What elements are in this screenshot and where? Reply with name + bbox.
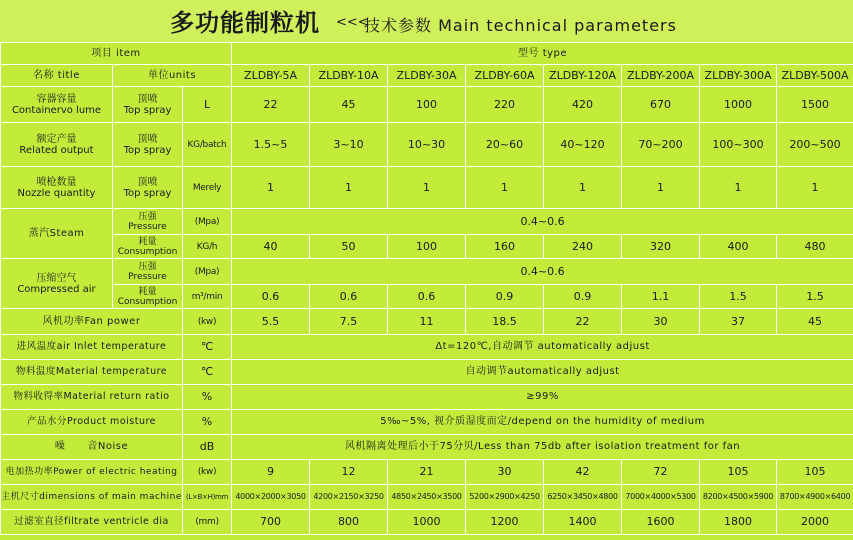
table-row — [1, 309, 853, 335]
cell-value: 1 — [310, 167, 388, 209]
cell-value: 1 — [622, 167, 700, 209]
cell-value: 0.4~0.6 — [232, 209, 853, 235]
cell-value: 670 — [622, 87, 700, 123]
table-row — [1, 460, 853, 485]
cell-value: 0.6 — [310, 285, 388, 309]
cell-value: 10~30 — [388, 123, 466, 167]
table-row — [1, 285, 853, 309]
cell-value: 42 — [544, 460, 622, 485]
cell-value: 1800 — [700, 510, 777, 535]
row-label: 蒸汽Steam — [1, 209, 113, 259]
cell-value: 480 — [777, 235, 853, 259]
model-header: ZLDBY-30A — [388, 65, 466, 87]
cell-value: 45 — [777, 309, 853, 335]
unit-col-header: 单位units — [113, 65, 232, 87]
cell-value: 1 — [232, 167, 310, 209]
page-subtitle: 技术参数 Main technical parameters — [364, 16, 677, 35]
cell-value: 50 — [310, 235, 388, 259]
cell-value: 12 — [310, 460, 388, 485]
cell-value: 40~120 — [544, 123, 622, 167]
cell-value: 1500 — [777, 87, 853, 123]
table-row — [1, 335, 853, 360]
cell-value: 200~500 — [777, 123, 853, 167]
cell-value: 21 — [388, 460, 466, 485]
cell-value: 37 — [700, 309, 777, 335]
cell-value: 0.9 — [466, 285, 544, 309]
cell-value: 8200×4500×5900 — [700, 485, 777, 510]
row-sublabel: 顶喷 Top spray — [113, 123, 183, 167]
row-sublabel: 耗量 Consumption — [113, 285, 183, 309]
cell-value: 22 — [544, 309, 622, 335]
row-label: 进风温度air Inlet temperature — [1, 335, 183, 360]
model-header: ZLDBY-5A — [232, 65, 310, 87]
cell-value: 自动调节automatically adjust — [232, 360, 853, 385]
row-unit: (Mpa) — [183, 209, 232, 235]
cell-value: 8700×4900×6400 — [777, 485, 853, 510]
row-unit: m³/min — [183, 285, 232, 309]
title-arrows: <<< — [336, 15, 369, 30]
table-row — [1, 167, 853, 209]
cell-value: 0.6 — [388, 285, 466, 309]
row-unit: dB — [183, 435, 232, 460]
row-unit: KG/batch — [183, 123, 232, 167]
row-unit: % — [183, 410, 232, 435]
cell-value: 1 — [466, 167, 544, 209]
cell-value: 1 — [544, 167, 622, 209]
row-label: 容器容量 Containervo lume — [1, 87, 113, 123]
cell-value: 1 — [777, 167, 853, 209]
model-header: ZLDBY-300A — [700, 65, 777, 87]
cell-value: 5‰~5%, 视介质湿度而定/depend on the humidity of medium — [232, 410, 853, 435]
cell-value: 1.5~5 — [232, 123, 310, 167]
cell-value: 30 — [622, 309, 700, 335]
cell-value: 72 — [622, 460, 700, 485]
row-label: 额定产量 Related output — [1, 123, 113, 167]
header — [0, 0, 853, 42]
row-label: 物料温度Material temperature — [1, 360, 183, 385]
cell-value: 1400 — [544, 510, 622, 535]
table-row — [1, 209, 853, 235]
cell-value: 320 — [622, 235, 700, 259]
row-unit: ℃ — [183, 360, 232, 385]
cell-value: 105 — [700, 460, 777, 485]
row-label: 噪 音Noise — [1, 435, 183, 460]
cell-value: 1200 — [466, 510, 544, 535]
row-unit: ℃ — [183, 335, 232, 360]
cell-value: 160 — [466, 235, 544, 259]
row-sublabel: 耗量 Consumption — [113, 235, 183, 259]
row-unit: (kw) — [183, 309, 232, 335]
cell-value: 20~60 — [466, 123, 544, 167]
row-label: 压缩空气 Compressed air — [1, 259, 113, 309]
cell-value: 100 — [388, 235, 466, 259]
row-unit: (Mpa) — [183, 259, 232, 285]
cell-value: 22 — [232, 87, 310, 123]
cell-value: 1.5 — [700, 285, 777, 309]
row-sublabel: 压强 Pressure — [113, 209, 183, 235]
cell-value: 420 — [544, 87, 622, 123]
cell-value: 2000 — [777, 510, 853, 535]
model-header: ZLDBY-200A — [622, 65, 700, 87]
row-label: 喷枪数量 Nozzle quantity — [1, 167, 113, 209]
row-label: 主机尺寸dimensions of main machine — [1, 485, 183, 510]
cell-value: 0.9 — [544, 285, 622, 309]
cell-value: 7000×4000×5300 — [622, 485, 700, 510]
header-row — [1, 43, 853, 65]
column-header-row — [1, 65, 853, 87]
page-title: 多功能制粒机 — [170, 9, 320, 37]
table-row — [1, 123, 853, 167]
model-header: ZLDBY-60A — [466, 65, 544, 87]
table-row — [1, 235, 853, 259]
cell-value: 1.5 — [777, 285, 853, 309]
table-row — [1, 510, 853, 535]
cell-value: 100~300 — [700, 123, 777, 167]
model-header: ZLDBY-120A — [544, 65, 622, 87]
cell-value: 45 — [310, 87, 388, 123]
cell-value: 240 — [544, 235, 622, 259]
table-row — [1, 485, 853, 510]
table-row — [1, 385, 853, 410]
cell-value: 0.6 — [232, 285, 310, 309]
row-sublabel: 压强 Pressure — [113, 259, 183, 285]
table-row — [1, 410, 853, 435]
item-header: 项目 item — [1, 43, 232, 65]
cell-value: 70~200 — [622, 123, 700, 167]
parameters-table — [0, 42, 853, 535]
cell-value: 400 — [700, 235, 777, 259]
row-unit: (L×B×H)mm — [183, 485, 232, 510]
row-sublabel: 顶喷 Top spray — [113, 167, 183, 209]
cell-value: 5.5 — [232, 309, 310, 335]
cell-value: ≥99% — [232, 385, 853, 410]
table-row — [1, 87, 853, 123]
cell-value: 3~10 — [310, 123, 388, 167]
row-unit: L — [183, 87, 232, 123]
cell-value: 700 — [232, 510, 310, 535]
cell-value: 9 — [232, 460, 310, 485]
cell-value: 1600 — [622, 510, 700, 535]
model-header: ZLDBY-500A — [777, 65, 853, 87]
cell-value: 5200×2900×4250 — [466, 485, 544, 510]
row-unit: KG/h — [183, 235, 232, 259]
name-col-header: 名称 title — [1, 65, 113, 87]
cell-value: 1.1 — [622, 285, 700, 309]
table-row — [1, 360, 853, 385]
cell-value: 风机隔离处理后小于75分贝/Less than 75db after isolation treatment for fan — [232, 435, 853, 460]
cell-value: 18.5 — [466, 309, 544, 335]
cell-value: 4200×2150×3250 — [310, 485, 388, 510]
table-row — [1, 259, 853, 285]
model-header: ZLDBY-10A — [310, 65, 388, 87]
type-header: 型号 type — [232, 43, 853, 65]
row-unit: % — [183, 385, 232, 410]
cell-value: 1000 — [388, 510, 466, 535]
cell-value: 40 — [232, 235, 310, 259]
row-unit: Merely — [183, 167, 232, 209]
row-label: 物料收得率Material return ratio — [1, 385, 183, 410]
row-unit: (kw) — [183, 460, 232, 485]
row-label: 电加热功率Power of electric heating — [1, 460, 183, 485]
row-unit: (mm) — [183, 510, 232, 535]
row-sublabel: 顶喷 Top spray — [113, 87, 183, 123]
table-row — [1, 435, 853, 460]
cell-value: 1 — [700, 167, 777, 209]
cell-value: 11 — [388, 309, 466, 335]
cell-value: 800 — [310, 510, 388, 535]
cell-value: 4850×2450×3500 — [388, 485, 466, 510]
cell-value: 30 — [466, 460, 544, 485]
row-label: 产品水分Product moisture — [1, 410, 183, 435]
cell-value: 6250×3450×4800 — [544, 485, 622, 510]
cell-value: 0.4~0.6 — [232, 259, 853, 285]
cell-value: 4000×2000×3050 — [232, 485, 310, 510]
row-label: 过滤室直径filtrate ventricle dia — [1, 510, 183, 535]
row-label: 风机功率Fan power — [1, 309, 183, 335]
cell-value: 105 — [777, 460, 853, 485]
cell-value: 1000 — [700, 87, 777, 123]
cell-value: 100 — [388, 87, 466, 123]
cell-value: 220 — [466, 87, 544, 123]
cell-value: 1 — [388, 167, 466, 209]
cell-value: 7.5 — [310, 309, 388, 335]
cell-value: Δt=120℃,自动调节 automatically adjust — [232, 335, 853, 360]
